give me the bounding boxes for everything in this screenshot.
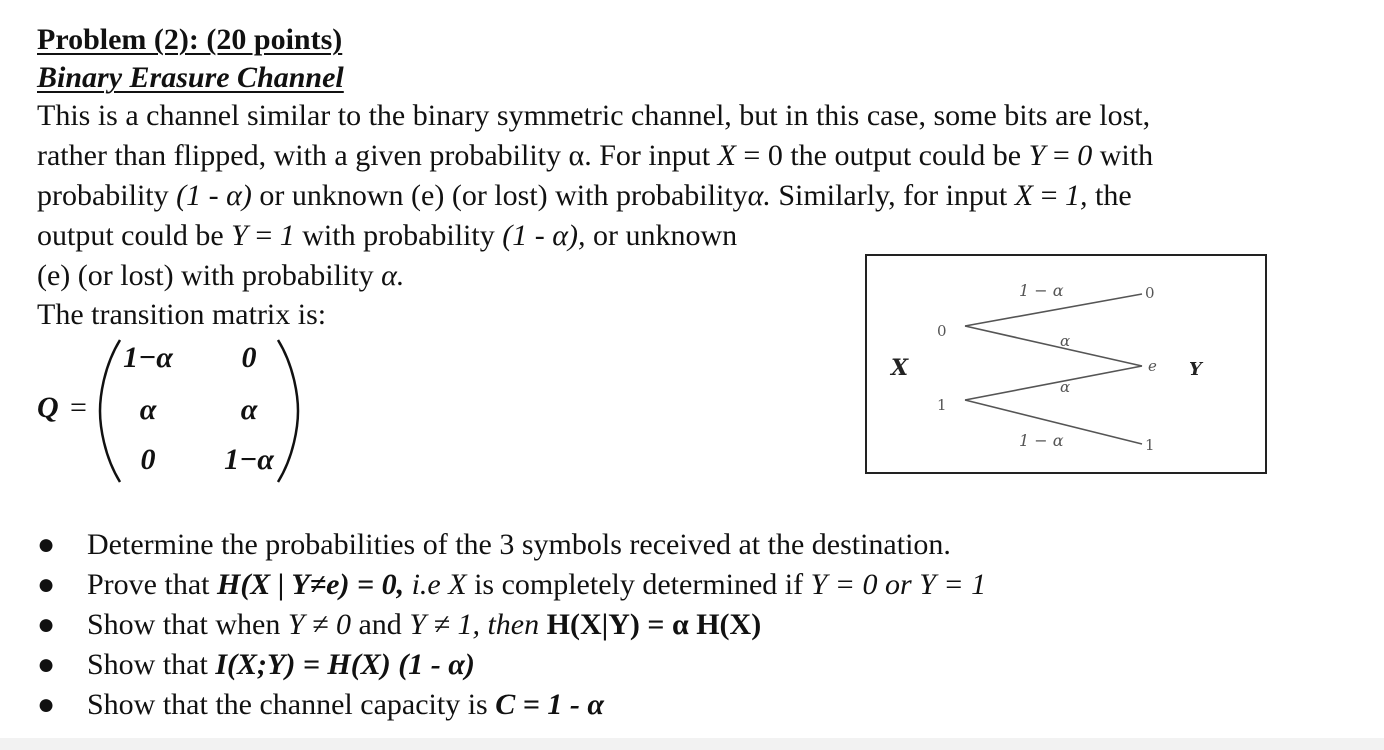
paragraph-line-2 bbox=[37, 136, 1153, 176]
matrix-cell-r1c1: 1−α bbox=[123, 341, 173, 374]
math-var: α. bbox=[381, 259, 405, 292]
text-run: Prove that bbox=[87, 568, 217, 601]
math-expr: H(X|Y) = α H(X) bbox=[539, 608, 762, 641]
math-expr: I(X;Y) = H(X) (1 - α) bbox=[215, 648, 475, 681]
matrix-cell-r3c2: 1−α bbox=[224, 443, 274, 476]
math-expr: C = 1 - α bbox=[495, 688, 604, 721]
text-run: i.e bbox=[404, 568, 449, 601]
page-bottom-edge bbox=[0, 738, 1384, 750]
list-item-text bbox=[87, 605, 761, 645]
bullet-icon: ● bbox=[37, 608, 56, 641]
matrix-cell-r1c2: 0 bbox=[241, 341, 257, 374]
text-run: probability bbox=[37, 179, 177, 212]
bullet-icon: ● bbox=[37, 648, 56, 681]
problem-heading: Problem (2): (20 points) bbox=[37, 23, 343, 56]
list-item-text bbox=[87, 565, 986, 605]
diagram-y-label: Y bbox=[1189, 359, 1202, 380]
edge-1-to-e bbox=[965, 366, 1142, 400]
math-expr: H(X | Y≠e) = 0, bbox=[216, 568, 405, 601]
text-run: is completely determined if bbox=[466, 568, 811, 601]
list-item-text bbox=[87, 645, 475, 685]
matrix-cell-r3c1: 0 bbox=[140, 443, 156, 476]
diagram-label-mid-top: α bbox=[1060, 332, 1071, 350]
edge-0-to-e bbox=[965, 326, 1142, 366]
text-run: (e) (or lost) with probability bbox=[37, 259, 382, 292]
diagram-x-label: X bbox=[891, 355, 909, 381]
math-expr: (1 - α), bbox=[502, 219, 586, 252]
paragraph-line-6: The transition matrix is: bbox=[37, 298, 327, 331]
text-run: and bbox=[350, 608, 410, 641]
text-run: Show that when bbox=[87, 608, 288, 641]
paragraph-line-3 bbox=[37, 176, 1132, 216]
text-run: = bbox=[247, 219, 280, 252]
math-var: 1, bbox=[1065, 179, 1088, 212]
paragraph-line-1: This is a channel similar to the binary symmetric channel, but in this case, some bits are lost, bbox=[37, 99, 1151, 132]
diagram-output-e: e bbox=[1148, 357, 1157, 375]
text-run: or unknown bbox=[585, 219, 738, 252]
bullet-icon: ● bbox=[37, 688, 56, 721]
text-run: with probability bbox=[294, 219, 503, 252]
text-run: = bbox=[1033, 179, 1065, 212]
text-run: with bbox=[1092, 139, 1154, 172]
math-expr: (1 - α) bbox=[176, 179, 252, 212]
text-run: the bbox=[1087, 179, 1132, 212]
paragraph-line-5 bbox=[37, 256, 404, 296]
text-run: Show that the channel capacity is bbox=[87, 688, 496, 721]
math-expr: Y ≠ 1, then bbox=[409, 608, 540, 641]
text-run: Similarly, for input bbox=[770, 179, 1015, 212]
bullet-icon: ● bbox=[37, 568, 56, 601]
diagram-label-bottom: 1 − α bbox=[1019, 431, 1064, 450]
text-run: = 0 the output could be bbox=[735, 139, 1029, 172]
problem-subheading: Binary Erasure Channel bbox=[37, 61, 344, 94]
math-expr: Y ≠ 0 bbox=[287, 608, 351, 641]
diagram-label-mid-bottom: α bbox=[1060, 378, 1071, 396]
math-var: Y bbox=[231, 219, 248, 252]
channel-graph bbox=[867, 256, 1265, 472]
math-var: X bbox=[1014, 179, 1034, 212]
matrix-label: Q bbox=[37, 391, 59, 424]
diagram-output-1: 1 bbox=[1145, 436, 1155, 454]
list-item-text bbox=[87, 685, 604, 725]
matrix-equals: = bbox=[70, 391, 87, 424]
erasure-channel-diagram bbox=[865, 254, 1267, 474]
text-run: or unknown (e) (or lost) with probability bbox=[251, 179, 748, 212]
text-run: = bbox=[1045, 139, 1078, 172]
text-run: Show that bbox=[87, 648, 216, 681]
math-var: 1 bbox=[279, 219, 295, 252]
math-expr: Y = 0 or Y = 1 bbox=[810, 568, 987, 601]
list-item-text: Determine the probabilities of the 3 symbols received at the destination. bbox=[87, 528, 951, 561]
math-var: Y bbox=[1028, 139, 1046, 172]
paragraph-line-4 bbox=[37, 216, 737, 256]
math-var: α. bbox=[747, 179, 771, 212]
diagram-output-0: 0 bbox=[1145, 284, 1155, 302]
text-run: output could be bbox=[37, 219, 232, 252]
diagram-input-0: 0 bbox=[937, 322, 947, 340]
matrix-cell-r2c2: α bbox=[240, 393, 258, 426]
diagram-label-top: 1 − α bbox=[1019, 281, 1064, 300]
matrix-cell-r2c1: α bbox=[139, 393, 157, 426]
math-var: 0 bbox=[1077, 139, 1093, 172]
text-run: rather than flipped, with a given probability α. For input bbox=[37, 139, 718, 172]
math-var: X bbox=[448, 568, 467, 601]
math-var: X bbox=[717, 139, 736, 172]
diagram-input-1: 1 bbox=[937, 396, 947, 414]
bullet-icon: ● bbox=[37, 528, 56, 561]
